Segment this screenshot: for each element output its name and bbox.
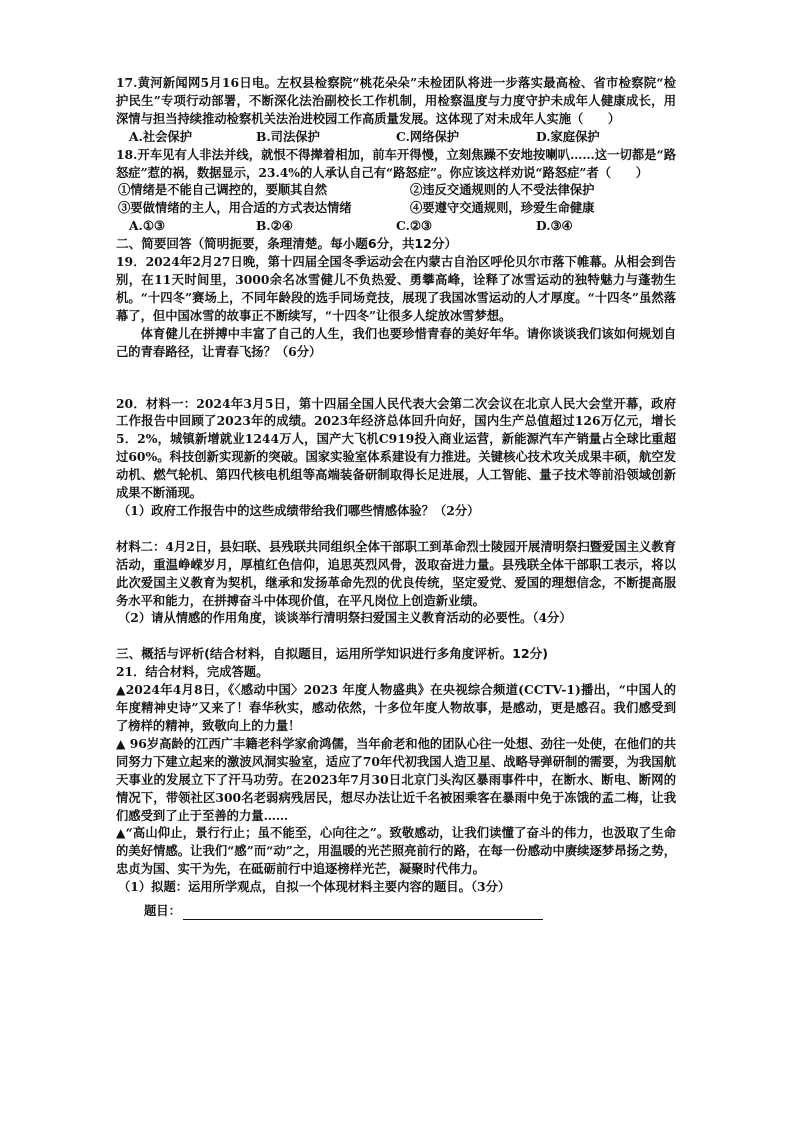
q18-statements-row-2: [116, 199, 676, 217]
q21-title-answer-line[interactable]: [183, 905, 543, 920]
q17-option-b[interactable]: B.司法保护: [256, 128, 320, 144]
q21-material-bullet-1: ▲2024年4月8日，《〈感动中国〉2023 年度人物盛典》在央视综合频道(CCTV-1)播出，“中国人的年度精神史诗”又来了！春华秋实，感动依然，十多位年度人物故事，是感动，更是感召。我们感受到了榜样的精神，致敬向上的力量！: [116, 682, 676, 733]
q19-material: 19．2024年2月27日晚，第十四届全国冬季运动会在内蒙古自治区呼伦贝尔市落下帷幕。从相会到告别，在11天时间里，3000余名冰雪健儿不负热爱、勇攀高峰，诠释了冰雪运动的独特魅力与蓬勃生机。“十四冬”赛场上，不同年龄段的选手同场竞技，展现了我国冰雪运动的人才厚度。“十四冬”虽然落幕了，但中国冰雪的故事正不断续写，“十四冬”让很多人绽放冰雪梦想。: [116, 254, 676, 323]
q18-option-b[interactable]: B.②④: [256, 218, 293, 234]
q17-stem: 17.黄河新闻网5月16日电。左权县检察院“桃花朵朵”未检团队将进一步落实最高检、省市检察院“检护民生”专项行动部署，不断深化法治副校长工作机制，用检察温度与力度守护未成年人健康成长，用深情与担当持续推动检察机关法治进校园工作高质量发展。这体现了对未成年人实施（ ）: [116, 75, 676, 126]
q18-options: [116, 217, 676, 235]
exam-page: [116, 74, 676, 920]
q17-option-c[interactable]: C.网络保护: [396, 128, 460, 144]
q18-statement-3: ③要做情绪的主人，用合适的方式表达情绪: [118, 200, 352, 216]
q21-intro: 21．结合材料，完成答题。: [116, 664, 269, 680]
q17-option-a[interactable]: A.社会保护: [129, 128, 193, 144]
q18-option-d[interactable]: D.③④: [536, 218, 573, 234]
q21-sub-question-1: （1）拟题：运用所学观点，自拟一个体现材料主要内容的题目。（3分）: [118, 879, 511, 895]
answer-space: [116, 627, 676, 645]
answer-space: [116, 379, 676, 395]
section-3-title: 三、概括与评析(结合材料，自拟题目，运用所学知识进行多角度评析。12分): [116, 646, 549, 662]
q18-stem: 18.开车见有人非法并线，就恨不得撵着相加，前车开得慢，立刻焦躁不安地按喇叭……这一切都是“路怒症”惹的祸，数据显示，23.4%的人承认自己有“路怒症”。你应该这样劝说“路怒症”者（ ）: [116, 146, 676, 180]
q21-title-answer-row: [116, 902, 676, 920]
q18-option-c[interactable]: C.②③: [396, 218, 432, 234]
answer-space: [116, 361, 676, 379]
q18-option-a[interactable]: A.①③: [129, 218, 165, 234]
q17-option-d[interactable]: D.家庭保护: [536, 128, 600, 144]
section-2-title: 二、简要回答（简明扼要，条理清楚。每小题6分，共12分）: [116, 236, 458, 252]
answer-space: [116, 520, 676, 538]
q18-statement-1: ①情绪是不能自己调控的，要顺其自然: [118, 182, 328, 198]
q18-statement-2: ②违反交通规则的人不受法律保护: [410, 182, 595, 198]
q17-options: [116, 128, 676, 146]
q20-material-1: 20．材料一：2024年3月5日，第十四届全国人民代表大会第二次会议在北京人民大会堂开幕，政府工作报告中回顾了2023年的成绩。2023年经济总体回升向好，国内生产总值超过126万亿元，增长5．2%，城镇新增就业1244万人，国产大飞机C919投入商业运营，新能源汽车产销量占全球比重超过60%。科技创新实现新的突破。国家实验室体系建设有力推进。关键核心技术攻关成果丰硕，航空发动机、燃气轮机、第四代核电机组等高端装备研制取得长足进展，人工智能、量子技术等前沿领域创新成果不断涌现。: [116, 395, 676, 501]
q21-material-bullet-2: ▲ 96岁高龄的江西广丰籍老科学家俞鸿儒，当年俞老和他的团队心往一处想、劲往一处使，在他们的共同努力下建立起来的激波风洞实验室，适应了70年代初我国人造卫星、战略导弹研制的需要，为我国航天事业的发展立下了汗马功劳。在2023年7月30日北京门头沟区暴雨事件中，在断水、断电、断网的情况下，带领社区300名老弱病残居民，想尽办法让近千名被困乘客在暴雨中免于冻饿的孟二梅，让我们感受到了止于至善的力量……: [116, 735, 676, 823]
q19-question: 体育健儿在拼搏中丰富了自己的人生，我们也要珍惜青春的美好年华。请你谈谈我们该如何规划自己的青春路径，让青春飞扬？（6分）: [116, 325, 676, 359]
q20-sub-question-1: （1）政府工作报告中的这些成绩带给我们哪些情感体验？（2分）: [118, 502, 480, 518]
q18-statements-row-1: [116, 181, 676, 199]
q20-material-2: 材料二：4月2日，县妇联、县残联共同组织全体干部职工到革命烈士陵园开展清明祭扫暨爱国主义教育活动，重温峥嵘岁月，厚植红色信仰，追思英烈风骨，汲取奋进力量。县残联全体干部职工表示，将以此次爱国主义教育为契机，继承和发扬革命先烈的优良传统，坚定爱党、爱国的理想信念，不断提高服务水平和能力，在拼搏奋斗中体现价值，在平凡岗位上创造新业绩。: [116, 538, 676, 608]
q18-statement-4: ④要遵守交通规则，珍爱生命健康: [410, 200, 595, 216]
q21-material-bullet-3: ▲“高山仰止，景行行止；虽不能至，心向往之”。致敬感动，让我们读懂了奋斗的伟力，也汲取了生命的美好情感。让我们“感”而“动”之，用温暖的光芒照亮前行的路，在每一份感动中赓续逐梦昂扬之势，忠贞为国、实干为先，在砥砺前行中追逐榜样光芒，凝聚时代伟力。: [116, 825, 676, 877]
q20-sub-question-2: （2）请从情感的作用角度，谈谈举行清明祭扫爱国主义教育活动的必要性。（4分）: [118, 610, 572, 626]
q21-title-label: 题目：: [144, 903, 181, 919]
